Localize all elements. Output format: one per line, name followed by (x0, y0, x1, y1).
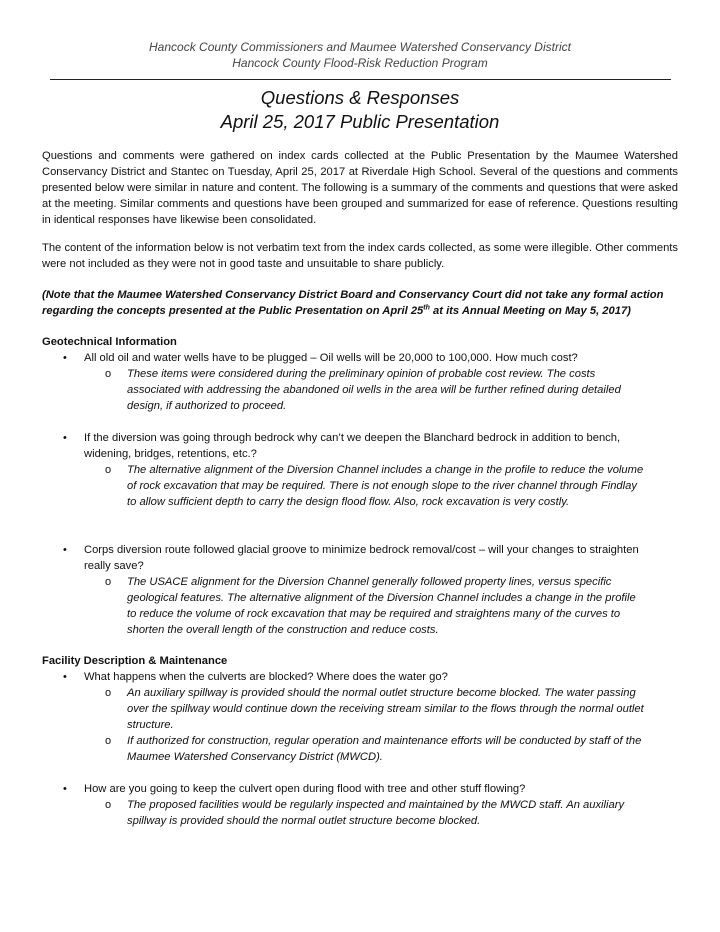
intro-paragraph: Questions and comments were gathered on index cards collected at the Public Presentation by the Maumee Watershed Conservancy District and Stantec on Tuesday, April 25, 2017 at Riverdale High School. Several of the questions and comments presented below were similar in nature and content. The following is a summary of the comments and questions that were asked at the meeting. Similar comments and questions have been grouped and summarized for ease of reference. Questions resulting in identical responses have likewise been consolidated. (42, 150, 678, 226)
question-culvert-open: How are you going to keep the culvert open during flood with tree and other stuff flowing? (84, 783, 526, 795)
bullet-icon: • (63, 544, 67, 556)
answer-inspection: The proposed facilities would be regularly inspected and maintained by the MWCD staff. An auxiliary spillway is provided should the normal outlet structure become blocked. (127, 799, 625, 827)
bullet-icon: • (63, 671, 67, 683)
answer-diversion-route: The USACE alignment for the Diversion Channel generally followed property lines, versus specific geological features. The alternative alignment of the Diversion Channel includes a change in the profile to reduce the volume of rock excavation that may be required and straightens many of the curves to shorten the overall length of the construction and reduce costs. (127, 576, 636, 636)
header-organizations: Hancock County Commissioners and Maumee Watershed Conservancy District (149, 40, 571, 54)
bullet-icon: • (63, 432, 67, 444)
bullet-icon: • (63, 352, 67, 364)
sub-bullet-icon: o (105, 687, 112, 699)
board-note (42, 287, 682, 319)
page-subtitle: April 25, 2017 Public Presentation (220, 111, 500, 132)
sub-bullet-icon: o (105, 368, 112, 380)
section-heading-facility: Facility Description & Maintenance (42, 655, 228, 667)
section-heading-geotechnical: Geotechnical Information (42, 336, 177, 348)
answer-maintenance: If authorized for construction, regular operation and maintenance efforts will be conducted by staff of the Maumee Watershed Conservancy District (MWCD). (127, 735, 642, 763)
board-note-text: (Note that the Maumee Watershed Conservancy District Board and Conservancy Court did not take any formal action regarding the concepts presented at the Public Presentation on April 25 (42, 289, 664, 317)
header-divider (50, 79, 671, 80)
question-bedrock: If the diversion was going through bedrock why can’t we deepen the Blanchard bedrock in addition to bench, widening, bridges, retentions, etc.? (84, 432, 621, 460)
sub-bullet-icon: o (105, 735, 112, 747)
sub-bullet-icon: o (105, 799, 112, 811)
answer-bedrock: The alternative alignment of the Diversion Channel includes a change in the profile to reduce the volume of rock excavation that may be required. There is not enough slope to the river channel through Findlay to allow sufficient depth to carry the design flood flow. Also, rock excavation is very costly. (127, 464, 644, 508)
question-culverts-blocked: What happens when the culverts are blocked? Where does the water go? (84, 671, 448, 683)
question-diversion-route: Corps diversion route followed glacial groove to minimize bedrock removal/cost – will your changes to straighten really save? (84, 544, 639, 572)
answer-oil-wells: These items were considered during the preliminary opinion of probable cost review. The costs associated with addressing the abandoned oil wells in the area will be further refined during detailed design, if authorized to proceed. (127, 368, 621, 412)
question-oil-wells: All old oil and water wells have to be plugged – Oil wells will be 20,000 to 100,000. How much cost? (84, 352, 578, 364)
board-note-sup: th (423, 304, 430, 312)
sub-bullet-icon: o (105, 464, 112, 476)
bullet-icon: • (63, 783, 67, 795)
disclaimer-paragraph: The content of the information below is not verbatim text from the index cards collected, as some were illegible. Other comments were not included as they were not in good taste and unsuitable to share publicly. (42, 242, 678, 270)
page-title: Questions & Responses (260, 87, 460, 108)
board-note-end: at its Annual Meeting on May 5, 2017) (429, 305, 631, 317)
header-program: Hancock County Flood-Risk Reduction Program (232, 56, 488, 70)
answer-auxiliary-spillway: An auxiliary spillway is provided should the normal outlet structure become blocked. The water passing over the spillway would continue down the receiving stream similar to the flows through the normal outlet structure. (127, 687, 644, 731)
sub-bullet-icon: o (105, 576, 112, 588)
